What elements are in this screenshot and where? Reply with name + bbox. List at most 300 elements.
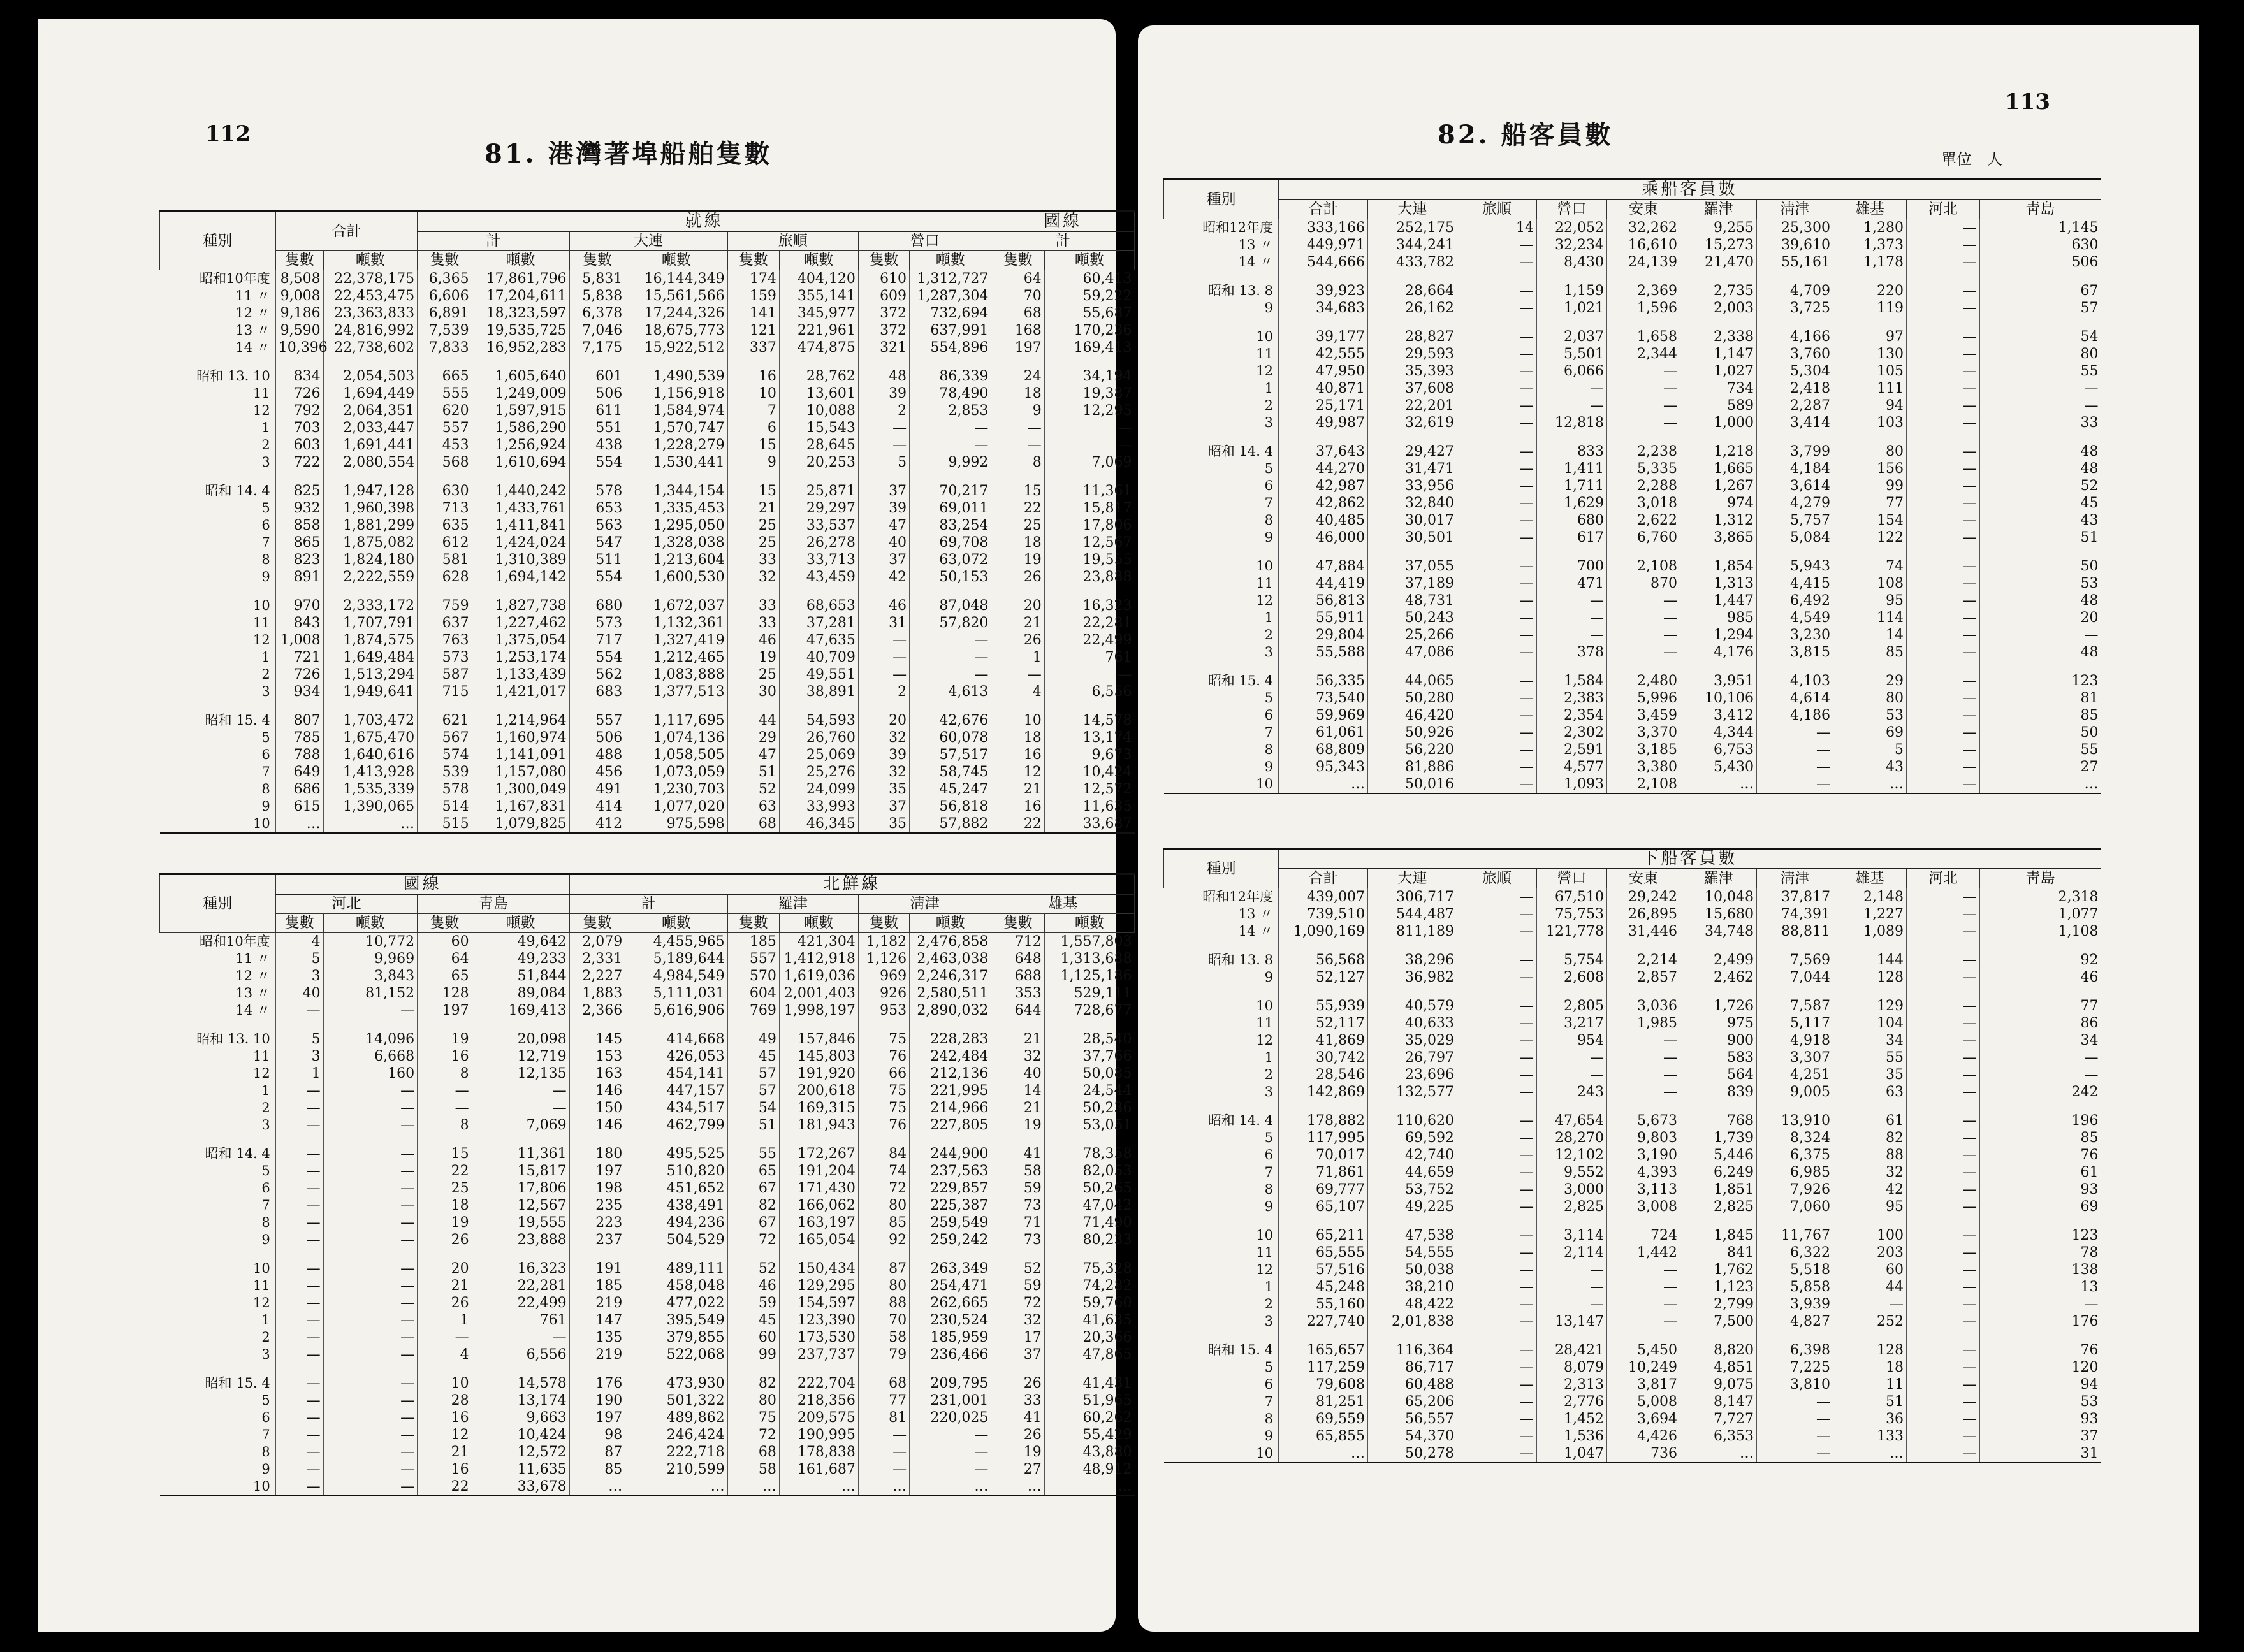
table-cell: — — [1907, 546, 1980, 575]
table-cell: 954 — [1537, 1032, 1607, 1049]
table-cell: 123 — [1980, 1215, 2101, 1244]
table-row — [160, 781, 1135, 798]
table-cell: — — [1457, 1181, 1537, 1198]
table-cell: 1,074,136 — [625, 729, 727, 746]
table-cell: 21 — [727, 500, 779, 517]
table-cell: 75 — [858, 1082, 909, 1099]
table-cell: — — [1907, 254, 1980, 271]
table-cell: 306,717 — [1368, 888, 1457, 906]
table-cell: 28,421 — [1537, 1330, 1607, 1359]
table-cell: — — [1537, 1049, 1607, 1066]
table-cell: 37 — [858, 798, 909, 815]
table-cell: 2,331 — [569, 950, 625, 967]
table-cell: 1,182 — [858, 933, 909, 951]
table-cell: 116,364 — [1368, 1330, 1457, 1359]
table-cell: 50,236 — [1044, 1099, 1134, 1117]
table-cell: 16,144,349 — [625, 270, 727, 288]
table-cell: 44,659 — [1368, 1164, 1457, 1181]
table-cell: 5,501 — [1537, 345, 1607, 363]
table-cell: 33,956 — [1368, 477, 1457, 495]
row-label: 11 — [253, 386, 270, 401]
table-cell: 95 — [1833, 592, 1907, 609]
table-cell: 25 — [727, 666, 779, 683]
table-row — [1164, 724, 2101, 741]
table-cell: 573 — [569, 614, 625, 632]
table-cell: 190 — [569, 1392, 625, 1409]
table-cell: 72 — [727, 1426, 779, 1444]
table-cell: 39,610 — [1757, 236, 1833, 254]
table-row — [160, 614, 1135, 632]
table-cell: 732,694 — [910, 305, 991, 322]
table-cell: 1,328,038 — [625, 534, 727, 551]
table-cell: 768 — [1680, 1101, 1757, 1129]
table-cell: 60,413 — [1044, 270, 1134, 288]
row-label: 1 — [1264, 610, 1273, 625]
table-cell: 2,227 — [569, 967, 625, 985]
table-cell: 70,017 — [1279, 1147, 1368, 1164]
sub-ships: 隻數 — [275, 251, 323, 270]
table-row — [160, 1214, 1135, 1231]
table-cell: 9,005 — [1757, 1083, 1833, 1101]
table-cell: 20 — [1980, 609, 2101, 627]
table-cell: 763 — [418, 632, 472, 649]
table-cell: 80 — [1833, 690, 1907, 707]
table-cell: 36 — [1833, 1410, 1907, 1428]
table-cell: 56,568 — [1279, 940, 1368, 969]
table-cell: 2,462 — [1680, 969, 1757, 986]
table-cell: 32,840 — [1368, 495, 1457, 512]
table-cell: 7,539 — [418, 322, 472, 339]
table-cell: 5,008 — [1607, 1393, 1680, 1410]
table-cell: 2,214 — [1607, 940, 1680, 969]
table-cell: 2,608 — [1537, 969, 1607, 986]
col-qingdao: 靑島 — [418, 894, 569, 914]
col-lushun: 旅順 — [727, 231, 858, 251]
table-cell: 69,777 — [1279, 1181, 1368, 1198]
col-qingdao: 靑島 — [1980, 199, 2101, 219]
sub-tons: 噸數 — [910, 914, 991, 933]
row-label: 10 — [1256, 558, 1273, 574]
table-cell: 75,328 — [1044, 1249, 1134, 1277]
table-cell: 236,466 — [910, 1346, 991, 1363]
table-cell: 74 — [1833, 546, 1907, 575]
table-cell: 23,888 — [472, 1231, 569, 1249]
row-label: 9 — [1264, 1199, 1273, 1214]
table-cell: — — [1907, 1261, 1980, 1279]
table-cell: — — [1457, 986, 1537, 1015]
table-cell: — — [1907, 512, 1980, 529]
table-cell: 132,577 — [1368, 1083, 1457, 1101]
table-row — [1164, 644, 2101, 661]
table-cell: … — [1833, 776, 1907, 793]
table-cell: … — [625, 1478, 727, 1496]
table-cell: 37 — [991, 1346, 1044, 1363]
table-row — [1164, 345, 2101, 363]
table-cell: 42,555 — [1279, 345, 1368, 363]
table-cell: — — [1457, 345, 1537, 363]
table-row — [1164, 1261, 2101, 1279]
table-cell: — — [1457, 1147, 1537, 1164]
table-cell: 57,882 — [910, 815, 991, 833]
table-cell: 47 — [727, 746, 779, 764]
table-cell: 214,966 — [910, 1099, 991, 1117]
table-cell: — — [1607, 1083, 1680, 1101]
table-cell: 4,549 — [1757, 609, 1833, 627]
table-row — [160, 683, 1135, 700]
table-cell: — — [858, 1426, 909, 1444]
table-cell: 15,922,512 — [625, 339, 727, 356]
table-cell: 25,266 — [1368, 627, 1457, 644]
table-cell: 1,605,640 — [472, 356, 569, 385]
table-cell: 68 — [727, 815, 779, 833]
table-cell: 1,584 — [1537, 661, 1607, 690]
table-cell: — — [323, 1409, 418, 1426]
table-cell: 2,383 — [1537, 690, 1607, 707]
table-cell: 1,875,082 — [323, 534, 418, 551]
table-cell: 8,079 — [1537, 1359, 1607, 1376]
table-cell: 471 — [1537, 575, 1607, 592]
table-cell: — — [323, 1163, 418, 1180]
table-row — [160, 1134, 1135, 1163]
table-cell: 26 — [418, 1294, 472, 1312]
table-cell: 2,344 — [1607, 345, 1680, 363]
table-cell: 934 — [275, 683, 323, 700]
table-cell: 1,640,616 — [323, 746, 418, 764]
table-cell: 15,817 — [1044, 500, 1134, 517]
table-cell: 59 — [991, 1277, 1044, 1294]
table-cell: 713 — [418, 500, 472, 517]
table-row — [1164, 300, 2101, 317]
table-cell: 50,926 — [1368, 724, 1457, 741]
table-cell: … — [1980, 776, 2101, 793]
table-cell: — — [1457, 1376, 1537, 1393]
table-cell: 32 — [991, 1048, 1044, 1065]
table-cell: 9,008 — [275, 287, 323, 305]
table-cell: — — [1457, 661, 1537, 690]
table-cell: 246,424 — [625, 1426, 727, 1444]
table-cell: 97 — [1833, 317, 1907, 345]
table-cell: — — [1457, 609, 1537, 627]
table-cell: — — [1457, 495, 1537, 512]
table-cell: 494,236 — [625, 1214, 727, 1231]
table-cell: 229,857 — [910, 1180, 991, 1197]
table-cell: 88,811 — [1757, 923, 1833, 940]
table-cell: 26 — [991, 1426, 1044, 1444]
table-cell: 1,300,049 — [472, 781, 569, 798]
table-cell: 223 — [569, 1214, 625, 1231]
table-cell: 1,160,974 — [472, 729, 569, 746]
table-cell: 628 — [418, 569, 472, 586]
table-cell: 1,452 — [1537, 1410, 1607, 1428]
table-cell: 5 — [275, 1019, 323, 1048]
table-cell: 129 — [1833, 986, 1907, 1015]
table-cell: 19,555 — [472, 1214, 569, 1231]
table-row — [160, 1478, 1135, 1496]
table-cell: 28,762 — [779, 356, 858, 385]
table-cell: — — [1980, 627, 2101, 644]
table-cell: … — [1680, 1445, 1757, 1463]
row-label: 昭和 15. 4 — [1207, 673, 1273, 688]
table-cell: 426,053 — [625, 1048, 727, 1065]
table-cell: 1,126 — [858, 950, 909, 967]
table-cell: — — [275, 1180, 323, 1197]
table-row — [1164, 888, 2101, 906]
table-cell: — — [1907, 644, 1980, 661]
table-cell: — — [1457, 1083, 1537, 1101]
table-cell: 57 — [1980, 300, 2101, 317]
table-cell: 653 — [569, 500, 625, 517]
row-label: 9 — [261, 569, 270, 584]
row-label: 2 — [1264, 1067, 1273, 1082]
row-label: 10 — [253, 1261, 270, 1276]
table-cell: 4,827 — [1757, 1313, 1833, 1330]
col-category: 種別 — [1164, 180, 1279, 219]
table-cell: — — [1457, 317, 1537, 345]
table-cell: — — [1457, 644, 1537, 661]
table-cell: 41 — [991, 1134, 1044, 1163]
table-cell: 75 — [858, 1099, 909, 1117]
table-cell: — — [1457, 1445, 1537, 1463]
table-cell: 153 — [569, 1048, 625, 1065]
table-cell: 42,987 — [1279, 477, 1368, 495]
table-cell: — — [1457, 627, 1537, 644]
table-row — [1164, 529, 2101, 546]
table-cell: 3,817 — [1607, 1376, 1680, 1393]
table-cell: 59 — [991, 1180, 1044, 1197]
col-najin: 羅津 — [727, 894, 858, 914]
table-cell: 16 — [418, 1461, 472, 1478]
table-cell: — — [1757, 741, 1833, 758]
table-cell: — — [1044, 419, 1134, 437]
table-cell: 21 — [991, 614, 1044, 632]
sub-tons: 噸數 — [625, 251, 727, 270]
table-cell: — — [1757, 724, 1833, 741]
table-cell: 108 — [1833, 575, 1907, 592]
table-cell: 231,001 — [910, 1392, 991, 1409]
table-cell: 4,166 — [1757, 317, 1833, 345]
table-cell: 2,222,559 — [323, 569, 418, 586]
table-row — [1164, 906, 2101, 923]
table-cell: 60 — [418, 933, 472, 951]
table-cell: 5,616,906 — [625, 1002, 727, 1019]
table-cell: — — [1457, 940, 1537, 969]
table-cell: 48 — [1980, 644, 2101, 661]
table-cell: 74,391 — [1757, 906, 1833, 923]
table-cell: 3,380 — [1607, 758, 1680, 776]
row-label: 6 — [1264, 478, 1273, 493]
table-title: 82. 船客員數 — [1438, 120, 1614, 150]
table-cell: 39,923 — [1279, 271, 1368, 300]
table-row — [1164, 1330, 2101, 1359]
table-cell: 969 — [858, 967, 909, 985]
table-cell: 14 — [1833, 627, 1907, 644]
table-cell: 12,572 — [472, 1444, 569, 1461]
table-cell: 1,295,050 — [625, 517, 727, 534]
table-cell: 163,197 — [779, 1214, 858, 1231]
row-label: 3 — [1264, 1314, 1273, 1329]
table-cell: 788 — [275, 746, 323, 764]
table-cell: 9,075 — [1680, 1376, 1757, 1393]
table-cell: — — [323, 1277, 418, 1294]
row-label: 昭和10年度 — [200, 934, 270, 949]
sub-tons: 噸數 — [323, 251, 418, 270]
table-row — [1164, 661, 2101, 690]
table-cell: 17,204,611 — [472, 287, 569, 305]
table-cell: 57,820 — [910, 614, 991, 632]
table-cell: 43 — [1980, 512, 2101, 529]
table-cell: … — [910, 1478, 991, 1496]
table-cell: 564 — [1680, 1066, 1757, 1083]
table-cell: … — [275, 815, 323, 833]
table-cell: 117,995 — [1279, 1129, 1368, 1147]
table-cell: — — [1907, 1066, 1980, 1083]
table-cell: — — [1457, 1359, 1537, 1376]
table-cell: 146 — [569, 1117, 625, 1134]
table-cell: 621 — [418, 700, 472, 729]
table-cell: 56,220 — [1368, 741, 1457, 758]
table-cell: 1,253,174 — [472, 649, 569, 666]
table-cell: 59,969 — [1279, 707, 1368, 724]
table-row — [160, 471, 1135, 500]
table-cell: — — [1537, 1296, 1607, 1313]
row-label: 7 — [1264, 1394, 1273, 1409]
table-cell: 76 — [858, 1048, 909, 1065]
table-cell: 44 — [727, 700, 779, 729]
row-label: 10 — [1256, 1228, 1273, 1243]
table-cell: 65,206 — [1368, 1393, 1457, 1410]
table-cell: 28 — [418, 1392, 472, 1409]
table-cell: 41 — [991, 1409, 1044, 1426]
table-cell: 219 — [569, 1346, 625, 1363]
table-cell: — — [1907, 1015, 1980, 1032]
table-row — [160, 1277, 1135, 1294]
table-cell: — — [1833, 1296, 1907, 1313]
right-page — [1138, 25, 2199, 1632]
table-cell: — — [1607, 414, 1680, 431]
table-cell: 27 — [1980, 758, 2101, 776]
table-cell: 25,300 — [1757, 219, 1833, 237]
table-cell: 71 — [991, 1214, 1044, 1231]
table-cell: 165,054 — [779, 1231, 858, 1249]
table-cell: 61 — [1980, 1164, 2101, 1181]
table-cell: — — [1457, 380, 1537, 397]
row-label: 5 — [1264, 1130, 1273, 1145]
table-cell: 105 — [1833, 363, 1907, 380]
table-cell: 22,738,602 — [323, 339, 418, 356]
table-cell: 578 — [569, 471, 625, 500]
table-cell: — — [1907, 1032, 1980, 1049]
table-cell: 1,227 — [1833, 906, 1907, 923]
table-cell: 99 — [727, 1346, 779, 1363]
table-cell: 5,943 — [1757, 546, 1833, 575]
table-cell: 87,048 — [910, 586, 991, 614]
table-cell: 2,591 — [1537, 741, 1607, 758]
col-qingdao: 靑島 — [1980, 869, 2101, 888]
table-cell: 649 — [275, 764, 323, 781]
table-cell: — — [1980, 397, 2101, 414]
table-cell: 42 — [1833, 1181, 1907, 1198]
row-label: 7 — [261, 764, 270, 779]
table-cell: — — [323, 1363, 418, 1392]
table-cell: 11,767 — [1757, 1215, 1833, 1244]
table-row — [160, 950, 1135, 967]
table-cell: 212,136 — [910, 1065, 991, 1082]
col-kei: 計 — [418, 231, 569, 251]
table-cell: 5,450 — [1607, 1330, 1680, 1359]
table-cell: 57 — [727, 1065, 779, 1082]
table-cell: 15,273 — [1680, 236, 1757, 254]
table-cell: 78,358 — [1044, 1134, 1134, 1163]
table-cell: 26 — [991, 632, 1044, 649]
table-title: 81. 港灣著埠船舶隻數 — [484, 139, 773, 169]
table-cell: — — [1907, 414, 1980, 431]
table-cell: 51,965 — [1044, 1392, 1134, 1409]
table-cell: 4,251 — [1757, 1066, 1833, 1083]
table-cell: 68 — [991, 305, 1044, 322]
sub-tons: 噸數 — [323, 914, 418, 933]
table-cell: 414 — [569, 798, 625, 815]
table-cell: 28,645 — [779, 437, 858, 454]
table-cell: 567 — [418, 729, 472, 746]
table-cell: — — [1907, 969, 1980, 986]
table-cell: 2,148 — [1833, 888, 1907, 906]
row-label: 10 — [1256, 998, 1273, 1013]
table-cell: 86,717 — [1368, 1359, 1457, 1376]
table-cell: 87 — [858, 1249, 909, 1277]
table-cell: 8,430 — [1537, 254, 1607, 271]
table-row — [160, 764, 1135, 781]
table-cell: 67,510 — [1537, 888, 1607, 906]
table-cell: 1,949,641 — [323, 683, 418, 700]
table-cell: 176 — [569, 1363, 625, 1392]
table-cell: 1,596 — [1607, 300, 1680, 317]
table-cell: 161,687 — [779, 1461, 858, 1478]
table-cell: — — [1457, 969, 1537, 986]
table-cell: 10 — [727, 385, 779, 402]
table-cell: 29,804 — [1279, 627, 1368, 644]
table-cell: 900 — [1680, 1032, 1757, 1049]
table-row — [1164, 1445, 2101, 1463]
table-cell: 563 — [569, 517, 625, 534]
table-cell: — — [1607, 1049, 1680, 1066]
table-cell: 10,424 — [1044, 764, 1134, 781]
col-kei-national: 計 — [991, 231, 1135, 251]
table-cell: 1,228,279 — [625, 437, 727, 454]
row-label: 10 — [253, 816, 270, 831]
table-cell: 372 — [858, 322, 909, 339]
row-label: 7 — [261, 1198, 270, 1213]
table-cell: 39,177 — [1279, 317, 1368, 345]
table-cell: — — [910, 632, 991, 649]
table-row — [1164, 414, 2101, 431]
table-cell: 26,797 — [1368, 1049, 1457, 1066]
table-cell: 1,227,462 — [472, 614, 569, 632]
table-row — [160, 339, 1135, 356]
table-cell: 76 — [1980, 1330, 2101, 1359]
table-cell: 35,393 — [1368, 363, 1457, 380]
table-cell: 573 — [418, 649, 472, 666]
table-cell: 72 — [727, 1231, 779, 1249]
row-label: 昭和12年度 — [1202, 889, 1273, 904]
table-cell: 5,117 — [1757, 1015, 1833, 1032]
table-cell: — — [1607, 1261, 1680, 1279]
table-cell: 31,471 — [1368, 460, 1457, 477]
table-cell: 242,484 — [910, 1048, 991, 1065]
table-cell: 46,000 — [1279, 529, 1368, 546]
table-cell: 55,687 — [1044, 305, 1134, 322]
table-cell: 5,111,031 — [625, 985, 727, 1002]
table-cell: 16,323 — [1044, 586, 1134, 614]
